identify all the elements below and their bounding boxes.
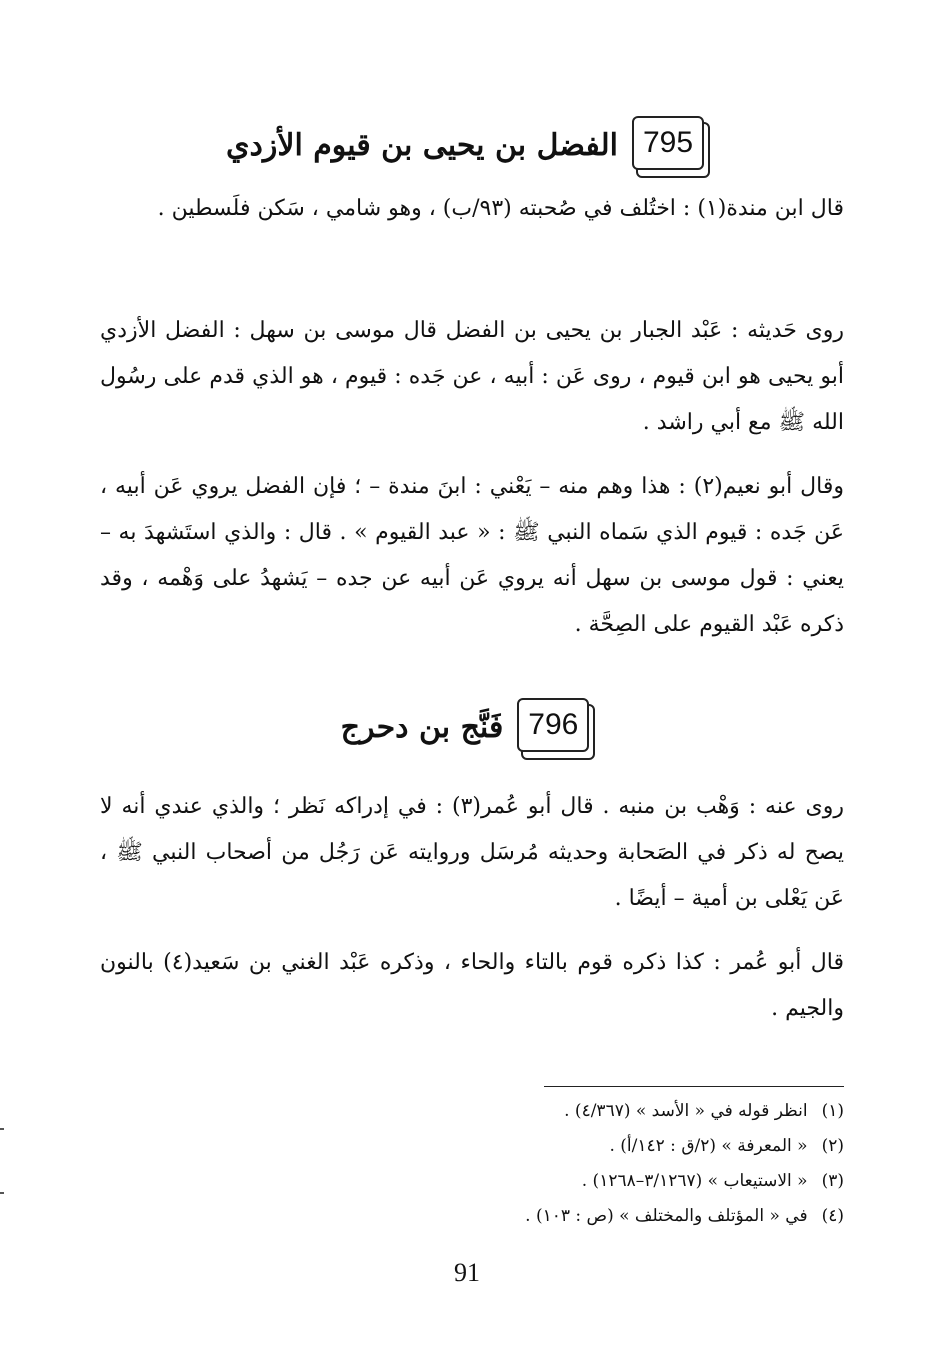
footnote: (٢)« المعرفة » (٢/ق : ١٤٢/أ) . [609, 1136, 844, 1156]
entry-paragraph: وقال أبو نعيم(٢) : هذا وهم منه – يَعْني : ابنَ مندة – ؛ فإن الفضل يروي عَن أبيه ، عَن جَده : قيوم الذي سَماه النبي ﷺ : « عبد القيوم » . قال : والذي استَشهدَ به – يعني : قول موسى بن سهل أنه يروي عَن أبيه عن جده – يَشهدُ على وَهْمه ، وقد ذكره عَبْد القيوم على الصِحَّة . [100, 474, 844, 637]
entry-number-box [517, 698, 593, 756]
scan-edge-mark [0, 1128, 4, 1130]
entry-paragraph: روى عنه : وَهْب بن منبه . قال أبو عُمر(٣) : في إدراكه نَظر ؛ والذي عندي أنه لا يصح له ذكر في الصَحابة وحديثه مُرسَل وروايته عَن رَجُل من أصحاب النبي ﷺ ، عَن يَعْلى بن أمية – أيضًا . [100, 794, 844, 911]
entry-title: فَنَّج بن دحرج [340, 709, 504, 745]
entry-number: 796 [517, 698, 589, 752]
entry-number: 795 [632, 116, 704, 170]
footnote-divider [544, 1086, 844, 1087]
footnote: (٤)في « المؤتلف والمختلف » (ص : ١٠٣) . [525, 1206, 844, 1226]
footnotes [100, 1094, 844, 1234]
entry-796-heading [0, 698, 934, 756]
footnote: (٣)« الاستيعاب » (٣/١٢٦٧–١٢٦٨) . [581, 1171, 844, 1191]
entry-title: الفضل بن يحيى بن قيوم الأزدي [226, 127, 618, 163]
entry-number-box [632, 116, 708, 174]
footnote: (١)انظر قوله في « الأسد » (٤/٣٦٧) . [564, 1101, 844, 1121]
entry-paragraph: قال أبو عُمر : كذا ذكره قوم بالتاء والحاء ، وذكره عَبْد الغني بن سَعيد(٤) بالنون والجيم . [100, 950, 844, 1021]
scan-edge-mark [0, 1192, 4, 1194]
entry-paragraph: قال ابن مندة(١) : اختُلف في صُحبته (٩٣/ب) ، وهو شامي ، سَكن فلَسطين . [157, 196, 844, 221]
entry-paragraph: روى حَديثه : عَبْد الجبار بن يحيى بن الفضل قال موسى بن سهل : الفضل الأزدي أبو يحيى هو ابن قيوم ، روى عَن : أبيه ، عن جَده : قيوم ، هو الذي قدم على رسُول الله ﷺ مع أبي راشد . [100, 318, 844, 435]
page-number: 91 [454, 1258, 480, 1287]
entry-795-heading [0, 116, 934, 174]
